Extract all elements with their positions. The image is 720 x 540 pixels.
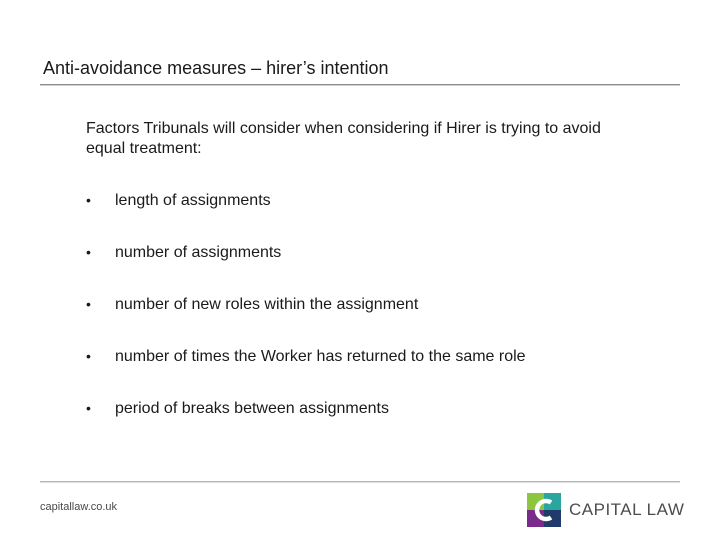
bullet-icon: •: [86, 348, 91, 364]
list-item-text: number of new roles within the assignment: [115, 296, 419, 313]
list-item-text: length of assignments: [115, 192, 271, 209]
bullet-icon: •: [86, 244, 91, 260]
list-item-text: number of assignments: [115, 244, 282, 261]
logo-wordmark: CAPITAL LAW: [569, 500, 685, 519]
bullet-icon: •: [86, 296, 91, 312]
list-item-text: number of times the Worker has returned to the same role: [115, 348, 526, 365]
list-item: [86, 190, 526, 242]
bullet-icon: •: [86, 400, 91, 416]
website-link[interactable]: capitallaw.co.uk: [40, 501, 118, 513]
bullet-icon: •: [86, 192, 91, 208]
capital-law-c-logo-icon: [527, 493, 561, 527]
list-item: [86, 398, 526, 450]
list-item: [86, 242, 526, 294]
footer-divider: [40, 481, 680, 482]
list-item: [86, 294, 526, 346]
slide-title: Anti-avoidance measures – hirer’s intention: [43, 58, 389, 78]
intro-text: Factors Tribunals will consider when considering if Hirer is trying to avoid equal treatment:: [86, 120, 601, 157]
title-divider: [40, 84, 680, 85]
list-item-text: period of breaks between assignments: [115, 400, 389, 417]
factor-list: [86, 190, 526, 450]
list-item: [86, 346, 526, 398]
capital-law-logo: [527, 493, 684, 527]
